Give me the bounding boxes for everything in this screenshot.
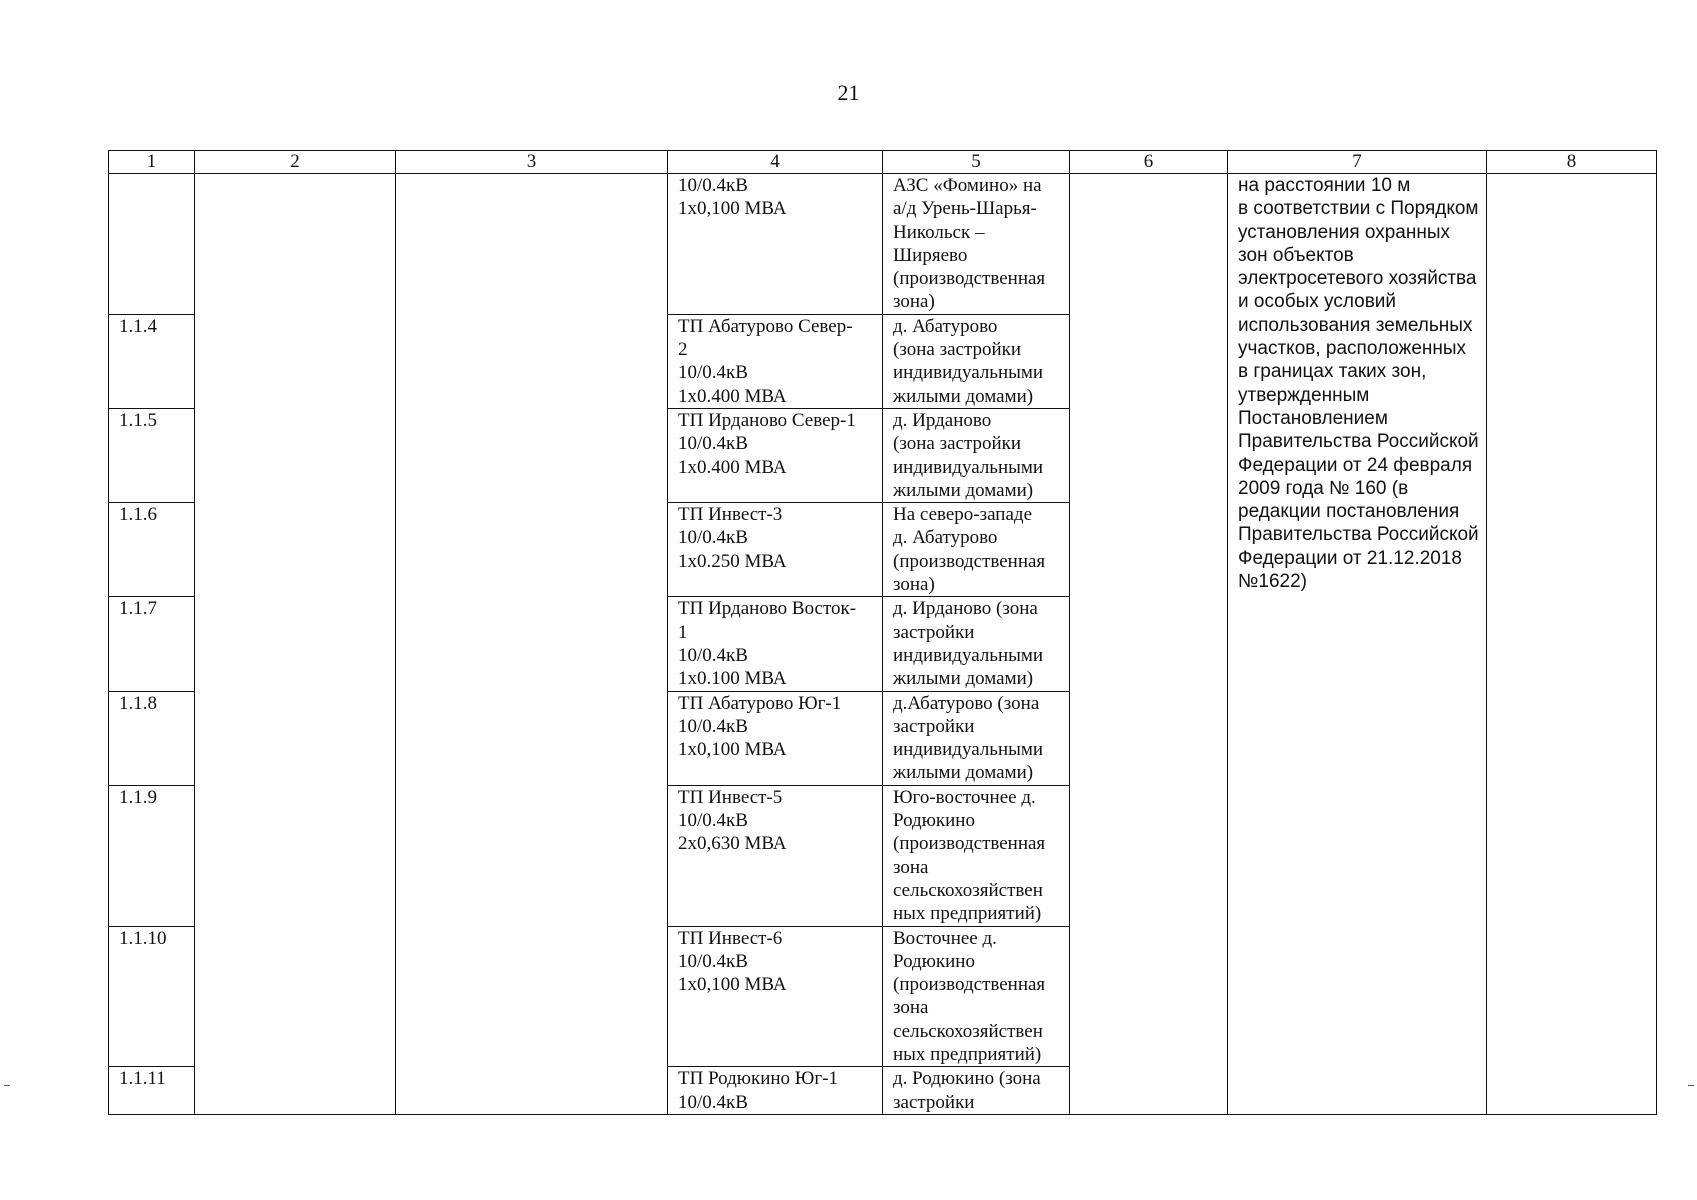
column-header: 4 <box>668 151 883 174</box>
row-number: 1.1.5 <box>109 408 195 502</box>
object-cell: ТП Инвест-5 10/0.4кВ 2х0,630 МВА <box>668 785 883 926</box>
object-cell: ТП Ирданово Восток- 1 10/0.4кВ 1х0.100 МВА <box>668 597 883 691</box>
column-3-cell <box>396 174 668 1115</box>
column-header: 6 <box>1070 151 1228 174</box>
location-cell: д.Абатурово (зона застройки индивидуальными жилыми домами) <box>883 691 1070 785</box>
column-2-cell <box>195 174 396 1115</box>
column-8-cell <box>1487 174 1657 1115</box>
column-6-cell <box>1070 174 1228 1115</box>
left-edge-mark <box>4 1085 10 1086</box>
row-number: 1.1.10 <box>109 926 195 1067</box>
page-number: 21 <box>837 80 860 105</box>
location-cell: Восточнее д. Родюкино (производственная зона сельскохозяйствен ных предприятий) <box>883 926 1070 1067</box>
location-cell: Юго-восточнее д. Родюкино (производственная зона сельскохозяйствен ных предприятий) <box>883 785 1070 926</box>
row-number: 1.1.11 <box>109 1067 195 1115</box>
object-cell: ТП Ирданово Север-1 10/0.4кВ 1х0.400 МВА <box>668 408 883 502</box>
location-cell: д. Абатурово (зона застройки индивидуальными жилыми домами) <box>883 314 1070 408</box>
location-cell: д. Ирданово (зона застройки индивидуальными жилыми домами) <box>883 597 1070 691</box>
object-cell: ТП Абатурово Север- 2 10/0.4кВ 1х0.400 МВА <box>668 314 883 408</box>
header-row <box>109 151 1657 174</box>
column-header: 5 <box>883 151 1070 174</box>
row-number: 1.1.4 <box>109 314 195 408</box>
object-cell: 10/0.4кВ 1х0,100 МВА <box>668 174 883 315</box>
object-cell: ТП Инвест-6 10/0.4кВ 1х0,100 МВА <box>668 926 883 1067</box>
row-number: 1.1.9 <box>109 785 195 926</box>
column-header: 3 <box>396 151 668 174</box>
location-cell: д. Родюкино (зона застройки <box>883 1067 1070 1115</box>
row-number: 1.1.8 <box>109 691 195 785</box>
location-cell: АЗС «Фомино» на а/д Урень-Шарья- Никольск – Ширяево (производственная зона) <box>883 174 1070 315</box>
column-header: 8 <box>1487 151 1657 174</box>
object-cell: ТП Инвест-3 10/0.4кВ 1х0.250 МВА <box>668 503 883 597</box>
object-cell: ТП Родюкино Юг-1 10/0.4кВ <box>668 1067 883 1115</box>
row-number <box>109 174 195 315</box>
column-header: 7 <box>1228 151 1487 174</box>
column-header: 1 <box>109 151 195 174</box>
right-edge-mark <box>1688 1085 1694 1086</box>
row-number: 1.1.7 <box>109 597 195 691</box>
location-cell: д. Ирданово (зона застройки индивидуальными жилыми домами) <box>883 408 1070 502</box>
object-cell: ТП Абатурово Юг-1 10/0.4кВ 1х0,100 МВА <box>668 691 883 785</box>
table-row <box>109 174 1657 315</box>
zones-table <box>108 150 1657 1115</box>
location-cell: На северо-западе д. Абатурово (производственная зона) <box>883 503 1070 597</box>
protection-zone-note: на расстоянии 10 м в соответствии с Порядком установления охранных зон объектов электросетевого хозяйства и особых условий использования земельных участков, расположенных в границах таких зон, утвержденным Постановлением Правительства Российской Федерации от 24 февраля 2009 года № 160 (в редакции постановления Правительства Российской Федерации от 21.12.2018 №1622) <box>1228 174 1487 1115</box>
row-number: 1.1.6 <box>109 503 195 597</box>
column-header: 2 <box>195 151 396 174</box>
